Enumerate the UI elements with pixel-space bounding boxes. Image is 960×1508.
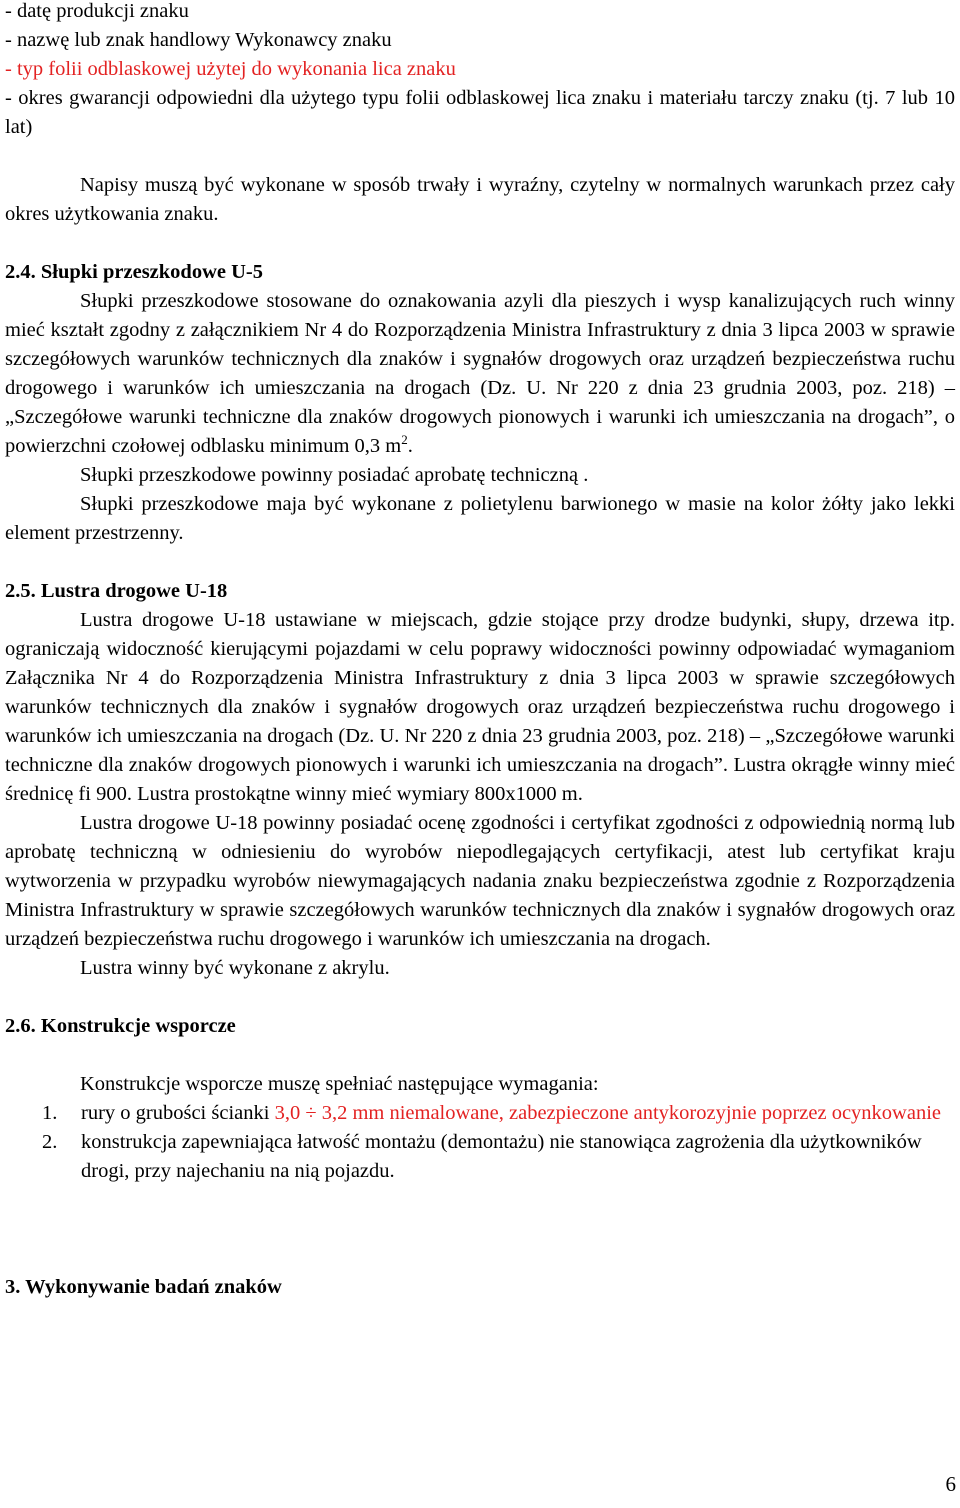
superscript: 2: [401, 432, 408, 448]
para-text: Słupki przeszkodowe stosowane do oznakowania azyli dla pieszych i wysp kanalizujących ruch winny mieć kształt zgodny z załącznikiem Nr 4 do Rozporządzenia Ministra Infrastruktury z dnia 3 lipca 2003 w sprawie szczegółowych warunków technicznych dla znaków i sygnałów drogowych oraz urządzeń bezpieczeństwa ruchu drogowego i warunków ich umieszczania na drogach (Dz. U. Nr 220 z dnia 23 grudnia 2003, poz. 218) – „Szczegółowe warunki techniczne dla znaków drogowych pionowych i warunki ich umieszczania na drogach”, o powierzchni czołowej odblasku minimum 0,3 m: [5, 290, 955, 457]
spacer: [5, 142, 955, 171]
list-item: [5, 1128, 955, 1186]
spacer: [5, 1186, 955, 1273]
page-number: 6: [945, 1472, 956, 1496]
line-trade-name: - nazwę lub znak handlowy Wykonawcy znaku: [5, 29, 392, 51]
list-item: [5, 1099, 955, 1128]
line-warranty: - okres gwarancji odpowiedni dla użytego typu folii odblaskowej lica znaku i materiału tarczy znaku (tj. 7 lub 10 lat): [5, 87, 955, 138]
list-text-prefix: rury o grubości ścianki: [81, 1102, 275, 1124]
section-2-5-paragraph-3: Lustra winny być wykonane z akrylu.: [80, 957, 390, 979]
spacer: [5, 548, 955, 577]
list-text: [78, 1099, 955, 1128]
section-2-5-heading: 2.5. Lustra drogowe U-18: [5, 580, 228, 602]
document-page: [5, 0, 955, 1302]
section-2-4-heading: 2.4. Słupki przeszkodowe U-5: [5, 261, 263, 283]
para-end: .: [407, 435, 413, 457]
inscriptions-paragraph: Napisy muszą być wykonane w sposób trwały i wyraźny, czytelny w normalnych warunkach przez cały okres użytkowania znaku.: [5, 174, 955, 225]
list-number: 2.: [42, 1131, 58, 1153]
list-text: konstrukcja zapewniająca łatwość montażu (demontażu) nie stanowiąca zagrożenia dla użytkowników drogi, przy najechaniu na nią pojazdu.: [81, 1131, 922, 1182]
line-foil-type: - typ folii odblaskowej użytej do wykonania lica znaku: [5, 58, 456, 80]
section-2-4-paragraph-2: Słupki przeszkodowe powinny posiadać aprobatę techniczną .: [80, 464, 589, 486]
section-2-6-heading: 2.6. Konstrukcje wsporcze: [5, 1015, 236, 1037]
spacer: [5, 983, 955, 1012]
section-3-heading: 3. Wykonywanie badań znaków: [5, 1276, 282, 1298]
line-production-date: - datę produkcji znaku: [5, 0, 189, 22]
section-2-5-paragraph-1: Lustra drogowe U-18 ustawiane w miejscach, gdzie stojące przy drodze budynki, słupy, drzewa itp. ograniczają widoczność kierującymi pojazdami w celu poprawy widoczności powinny odpowiadać wymaganiom Załącznika Nr 4 do Rozporządzenia Ministra Infrastruktury z dnia 3 lipca 2003 w sprawie szczegółowych warunków technicznych dla znaków i sygnałów drogowych oraz urządzeń bezpieczeństwa ruchu drogowego i warunków ich umieszczania na drogach (Dz. U. Nr 220 z dnia 23 grudnia 2003, poz. 218) – „Szczegółowe warunki techniczne dla znaków drogowych pionowych i warunki ich umieszczania na drogach”. Lustra okrągłe winny mieć średnicę fi 900. Lustra prostokątne winny mieć wymiary 800x1000 m.: [5, 609, 955, 805]
list-text-highlight: 3,0 ÷ 3,2 mm niemalowane, zabezpieczone antykorozyjnie poprzez ocynkowanie: [274, 1102, 941, 1124]
section-2-6-intro: Konstrukcje wsporcze muszę spełniać następujące wymagania:: [80, 1073, 599, 1095]
list-number: 1.: [42, 1102, 58, 1124]
section-2-4-paragraph-3: Słupki przeszkodowe maja być wykonane z polietylenu barwionego w masie na kolor żółty jako lekki element przestrzenny.: [5, 493, 955, 544]
section-2-4-paragraph-1: [5, 287, 955, 461]
spacer: [5, 1041, 955, 1070]
section-2-5-paragraph-2: Lustra drogowe U-18 powinny posiadać ocenę zgodności i certyfikat zgodności z odpowiednią normą lub aprobatę techniczną w odniesieniu do wyrobów niepodlegających certyfikacji, atest lub certyfikat kraju wytworzenia w przypadku wyrobów niewymagających nadania znaku bezpieczeństwa zgodnie z Rozporządzenia Ministra Infrastruktury w sprawie szczegółowych warunków technicznych dla znaków i sygnałów drogowych oraz urządzeń bezpieczeństwa ruchu drogowego i warunków ich umieszczania na drogach.: [5, 812, 955, 950]
spacer: [5, 229, 955, 258]
